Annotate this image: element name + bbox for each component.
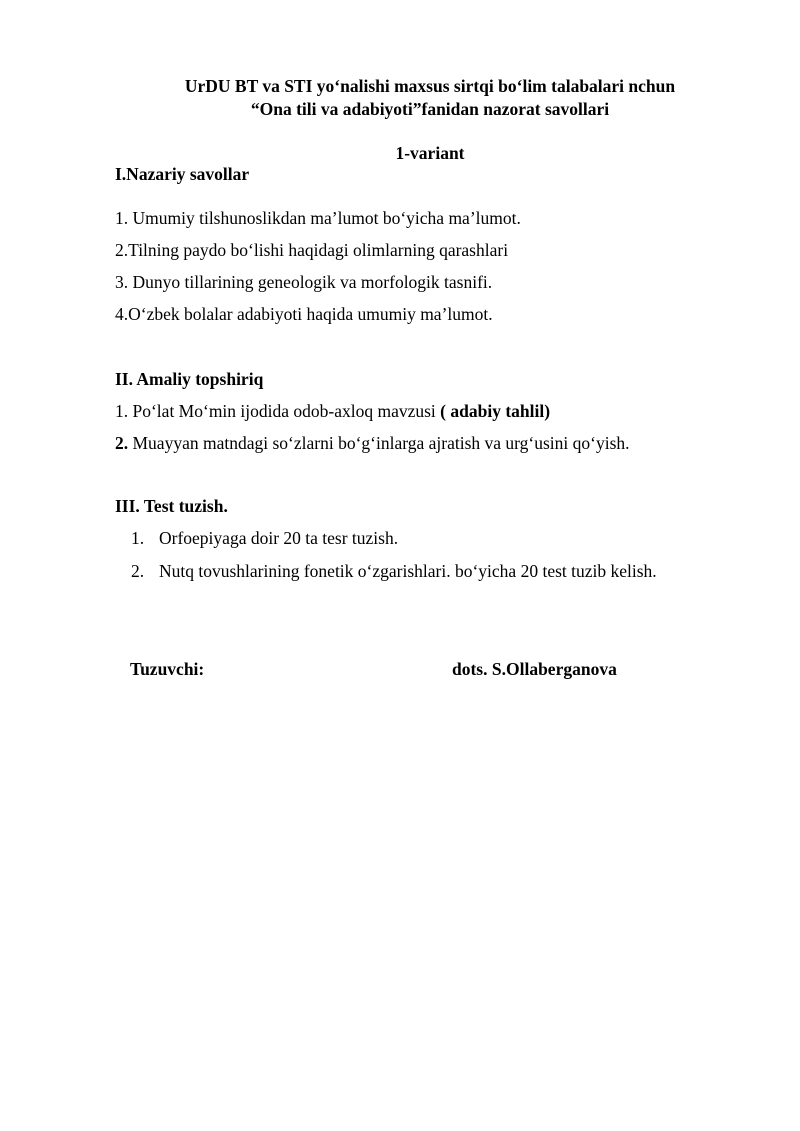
section3-item xyxy=(131,561,657,582)
section3-heading: III. Test tuzish. xyxy=(115,496,228,516)
section2-item2-text: Muayyan matndagi so‘zlarni bo‘g‘inlarga ajratish va urg‘usini qo‘yish. xyxy=(128,433,630,453)
variant-label: 1-variant xyxy=(395,143,465,163)
section2-item1-text: 1. Po‘lat Mo‘min ijodida odob-axloq mavzusi xyxy=(115,401,441,421)
section2-item xyxy=(115,401,550,422)
section3-item-number: 2. xyxy=(131,561,145,581)
section2-item xyxy=(115,433,630,454)
section1-heading: I.Nazariy savollar xyxy=(115,164,250,184)
section2-heading: II. Amaliy topshiriq xyxy=(115,369,264,389)
author-label: Tuzuvchi: xyxy=(130,659,205,679)
author-name: dots. S.Ollaberganova xyxy=(452,659,617,679)
section1-item: 3. Dunyo tillarining geneologik va morfologik tasnifi. xyxy=(115,272,493,292)
section3-item xyxy=(131,528,398,549)
section1-item: 1. Umumiy tilshunoslikdan ma’lumot bo‘yicha ma’lumot. xyxy=(115,208,521,228)
section1-item: 2.Tilning paydo bo‘lishi haqidagi olimlarning qarashlari xyxy=(115,240,509,260)
section1-item: 4.O‘zbek bolalar adabiyoti haqida umumiy ma’lumot. xyxy=(115,304,493,324)
section3-item-text: Orfoepiyaga doir 20 ta tesr tuzish. xyxy=(159,528,399,548)
section2-item2-number: 2. xyxy=(115,433,129,453)
section3-item-number: 1. xyxy=(131,528,145,548)
document-title-line1: UrDU BT va STI yo‘nalishi maxsus sirtqi bo‘lim talabalari nchun xyxy=(184,76,676,96)
section3-item-text: Nutq tovushlarining fonetik o‘zgarishlari. bo‘yicha 20 test tuzib kelish. xyxy=(159,561,657,581)
section2-item1-bold: ( adabiy tahlil) xyxy=(440,401,551,421)
document-title-line2: “Ona tili va adabiyoti”fanidan nazorat savollari xyxy=(250,99,610,119)
